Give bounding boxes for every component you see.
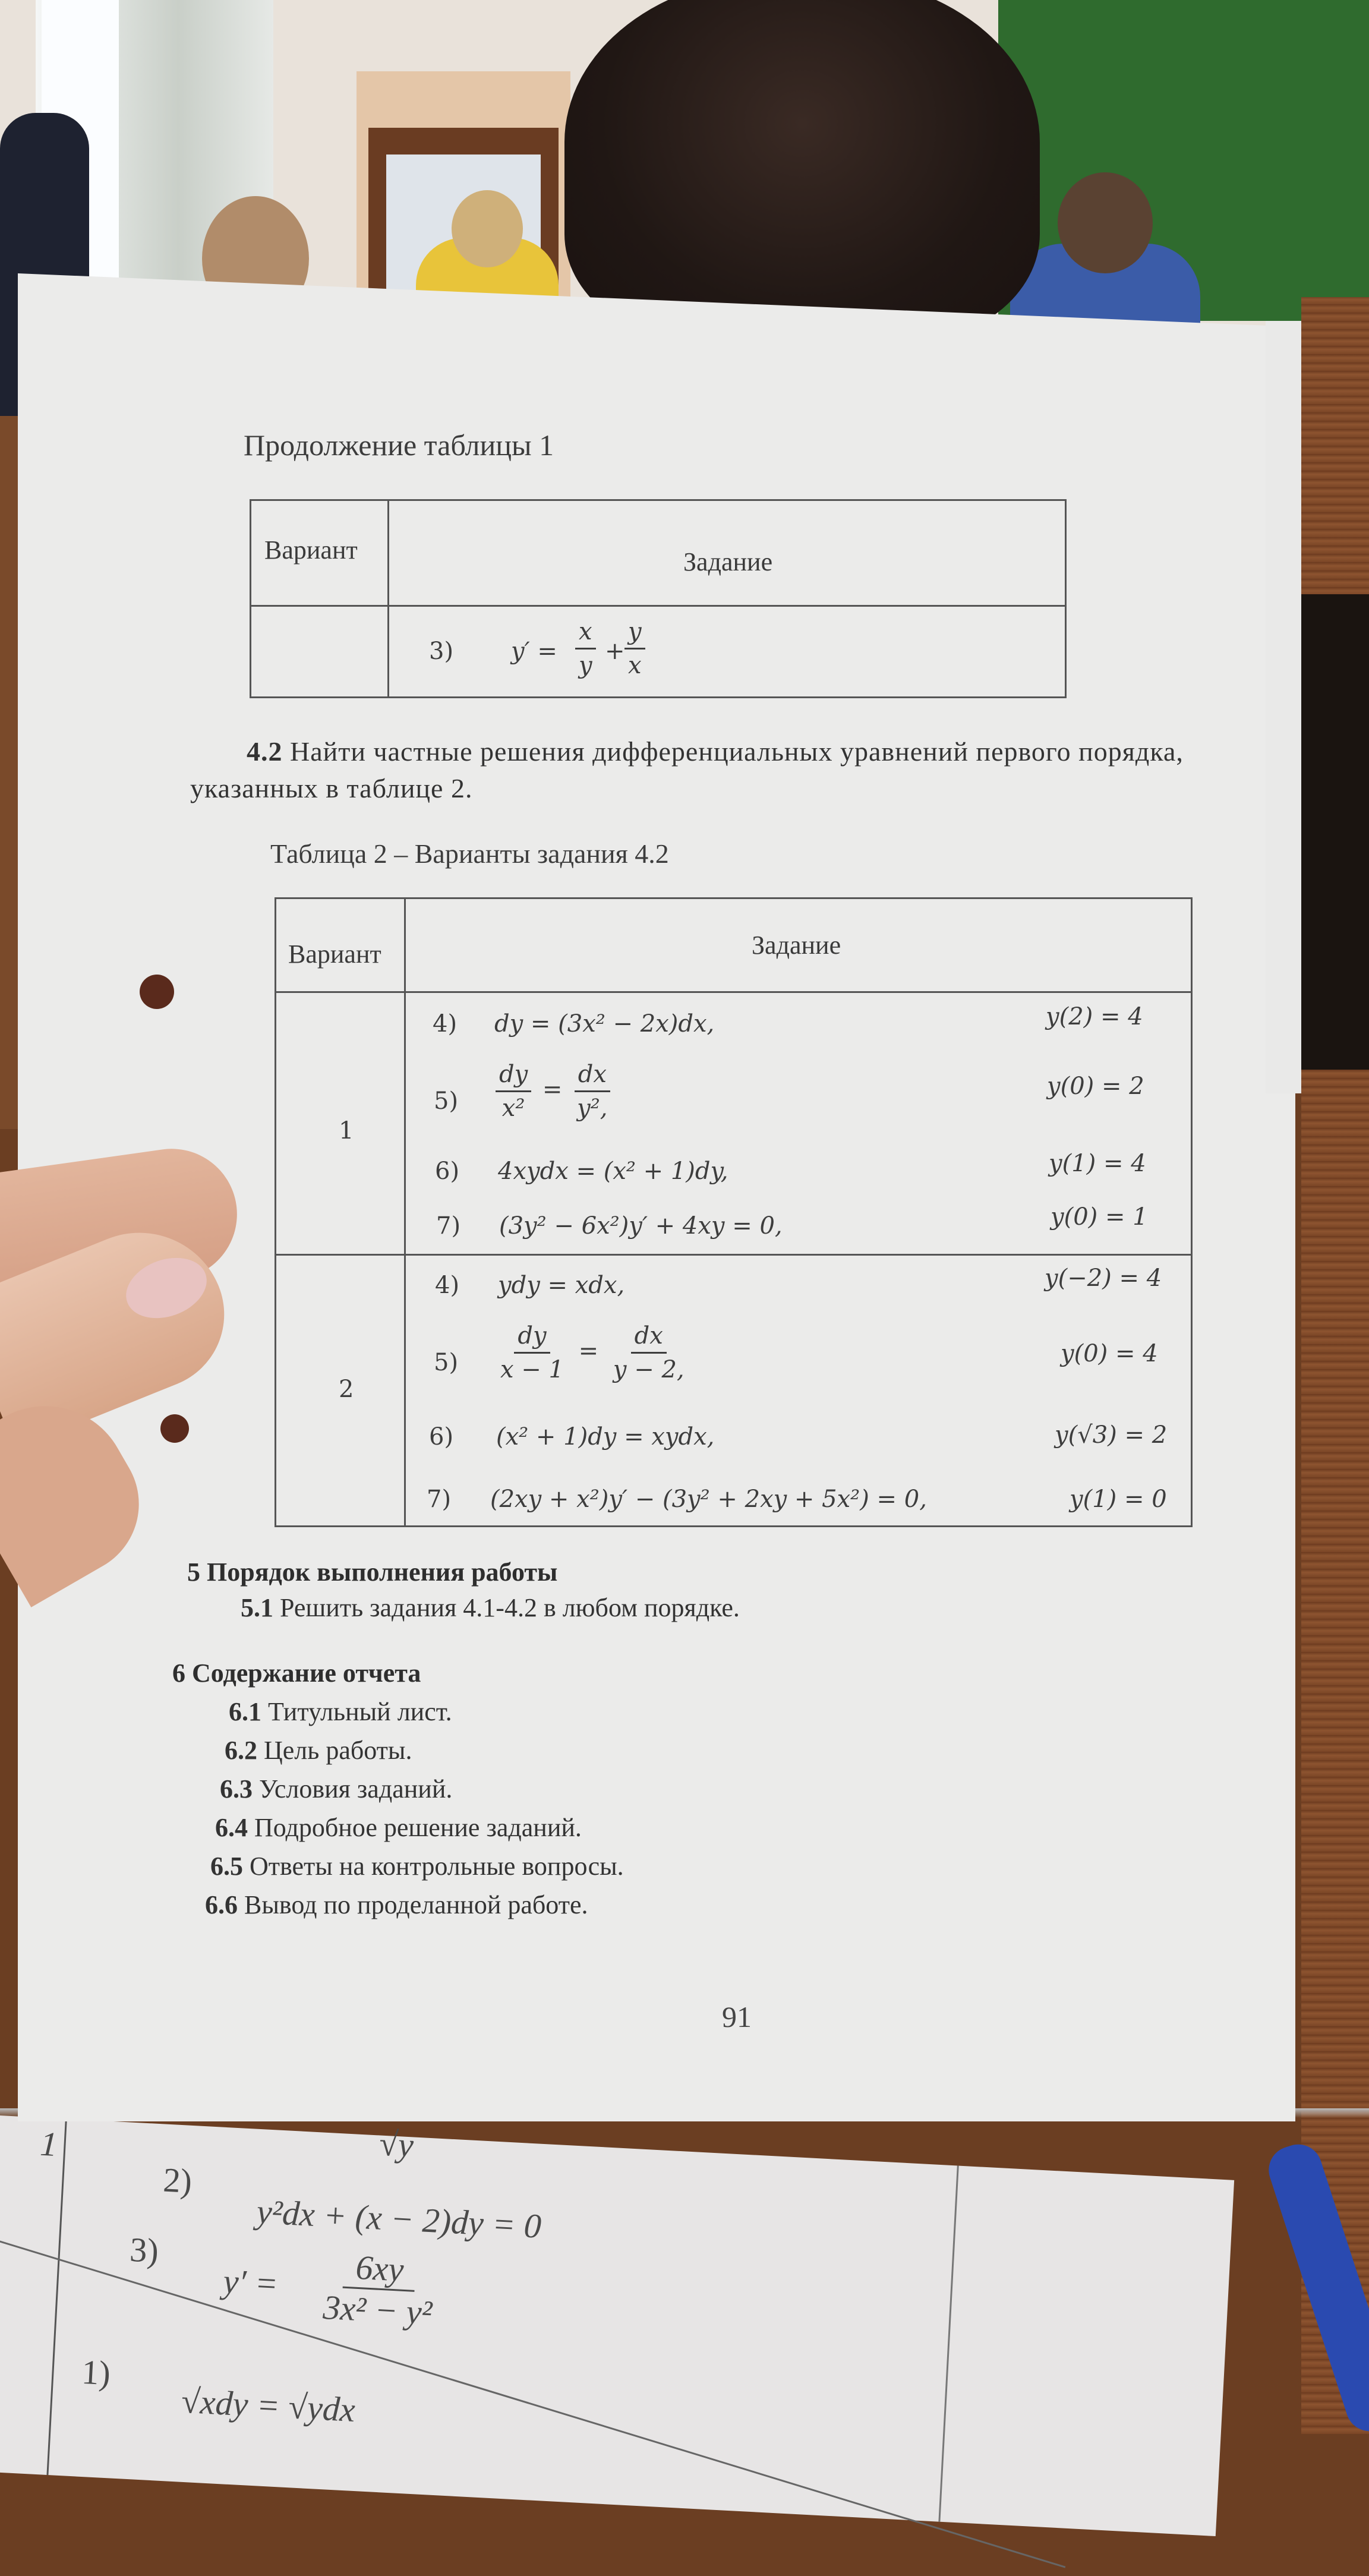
lower-frac-num: 6xy (343, 2247, 417, 2292)
numerator: x (575, 618, 596, 649)
table2-header-task: Задание (752, 931, 841, 960)
task-fraction-equation (493, 1322, 692, 1383)
section-6-item (205, 1890, 588, 1920)
task-number: 6) (429, 1423, 454, 1451)
table1-column-divider (387, 499, 389, 698)
task-equation: 4xydx = (x² + 1)dy, (498, 1158, 728, 1185)
section-number: 4.2 (247, 736, 283, 767)
item-number: 6.1 (229, 1697, 261, 1726)
item-text: Ответы на контрольные вопросы. (250, 1852, 624, 1881)
section-6-item (215, 1812, 582, 1843)
section-6-item (210, 1851, 624, 1881)
item-number: 6.2 (225, 1736, 257, 1765)
lower-task-number: 1) (80, 2352, 112, 2393)
task-condition: y(0) = 4 (1061, 1340, 1158, 1367)
denominator: x − 1 (500, 1356, 564, 1383)
table1-header-task: Задание (683, 547, 773, 576)
table2-header-variant: Вариант (288, 939, 381, 969)
task-condition: y(0) = 2 (1047, 1073, 1144, 1100)
task-condition: y(0) = 1 (1051, 1203, 1148, 1231)
item-text: Решить задания 4.1-4.2 в любом порядке. (280, 1593, 740, 1622)
variant-1-label: 1 (339, 1117, 354, 1144)
item-text: Условия заданий. (259, 1774, 453, 1803)
item-text: Титульный лист. (268, 1697, 452, 1726)
denominator: y (579, 652, 592, 679)
fraction (496, 1061, 531, 1122)
task-equation: (2xy + x²)y′ − (3y² + 2xy + 5x²) = 0, (490, 1486, 927, 1513)
section-6-item (225, 1735, 412, 1765)
task-number: 4) (433, 1010, 458, 1038)
item-text: Подробное решение заданий. (254, 1813, 582, 1842)
table1-fraction-1 (572, 618, 600, 679)
task-condition: y(1) = 0 (1070, 1486, 1167, 1513)
task-condition: y(−2) = 4 (1045, 1265, 1162, 1292)
section-4-2-line2: указанных в таблице 2. (190, 773, 473, 803)
task-condition: y(√3) = 2 (1055, 1421, 1168, 1449)
section-5-heading: 5 Порядок выполнения работы (187, 1557, 558, 1587)
item-number: 6.3 (220, 1774, 253, 1803)
table1-caption: Продолжение таблицы 1 (244, 428, 554, 462)
numerator: dx (631, 1322, 667, 1354)
denominator: x² (501, 1095, 525, 1122)
fraction (573, 1061, 611, 1122)
denominator: x (628, 652, 642, 679)
task-equation: (x² + 1)dy = xydx, (496, 1423, 715, 1451)
item-number: 6.5 (210, 1852, 243, 1881)
numerator: dy (496, 1061, 531, 1092)
equals-sign: = (542, 1076, 563, 1103)
table2-variant-divider (275, 1254, 1193, 1256)
lower-partial-top: √y (378, 2124, 415, 2165)
table1-task-number: 3) (429, 638, 454, 665)
section-5-item (241, 1593, 740, 1623)
task-equation: dy = (3x² − 2x)dx, (494, 1010, 715, 1038)
fraction (624, 618, 645, 679)
lower-variant-label: 1 (39, 2124, 59, 2164)
task-number: 6) (435, 1158, 460, 1185)
item-number: 5.1 (241, 1593, 273, 1622)
fraction (497, 1322, 567, 1383)
numerator: dx (575, 1061, 610, 1092)
table1 (250, 499, 1067, 698)
item-text: Вывод по проделанной работе. (244, 1890, 588, 1919)
table2-caption: Таблица 2 – Варианты задания 4.2 (270, 838, 669, 869)
section-text: Найти частные решения дифференциальных уравнений первого порядка, (290, 736, 1184, 767)
section-6-heading: 6 Содержание отчета (172, 1659, 421, 1688)
item-text: Цель работы. (264, 1736, 412, 1765)
denominator: y − 2, (613, 1356, 684, 1383)
task-equation: ydy = xdx, (498, 1272, 625, 1299)
numerator: dy (514, 1322, 550, 1354)
table1-header-divider (250, 605, 1067, 607)
denominator: y², (577, 1095, 608, 1122)
task-number: 5) (434, 1349, 459, 1376)
section-4-2-line1 (247, 736, 1184, 767)
task-number: 5) (434, 1087, 459, 1115)
lower-task-equation: y²dx + (x − 2)dy = 0 (255, 2192, 542, 2246)
fraction (610, 1322, 688, 1383)
lower-task-number: 3) (128, 2230, 160, 2271)
lower-frac-den: 3x² − y² (322, 2287, 433, 2332)
lower-task-number: 2) (162, 2160, 193, 2201)
task-condition: y(1) = 4 (1049, 1150, 1146, 1177)
task-number: 4) (435, 1272, 460, 1299)
page-number: 91 (722, 2000, 752, 2033)
lower-task-equation: √xdy = √ydx (180, 2381, 357, 2429)
item-number: 6.4 (215, 1813, 248, 1842)
numerator: y (624, 618, 645, 649)
table1-header-variant: Вариант (264, 535, 358, 565)
table1-equation-lhs: y′ = (511, 638, 557, 665)
task-fraction-equation (492, 1061, 615, 1122)
task-number: 7) (436, 1212, 461, 1240)
table1-fraction-2 (621, 618, 649, 679)
section-6-item (220, 1774, 452, 1804)
section-6-item (229, 1697, 452, 1727)
equals-sign: = (578, 1337, 599, 1365)
task-equation: (3y² − 6x²)y′ + 4xy = 0, (499, 1212, 783, 1240)
task-number: 7) (427, 1486, 452, 1513)
lower-task-lhs: y′ = (222, 2262, 279, 2303)
variant-2-label: 2 (339, 1376, 354, 1403)
fraction (575, 618, 596, 679)
task-condition: y(2) = 4 (1046, 1003, 1143, 1030)
item-number: 6.6 (205, 1890, 238, 1919)
table1-plus: + (605, 638, 625, 665)
table2-header-divider (275, 991, 1193, 993)
